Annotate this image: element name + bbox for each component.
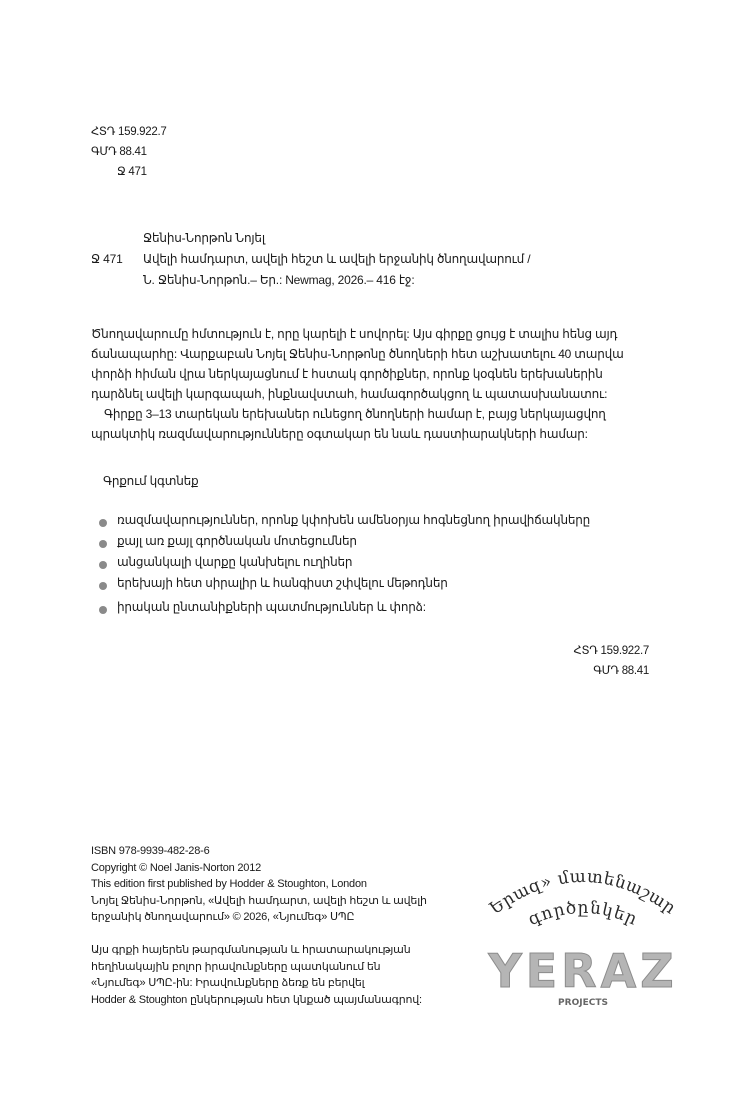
bullet-icon	[99, 606, 107, 614]
list-item: իրական ընտանիքների պատմություններ և փորձ:	[117, 600, 426, 614]
description-paragraph	[91, 324, 624, 444]
catalog-code: Ջ 471	[91, 252, 123, 266]
bullet-icon	[99, 561, 107, 569]
catalog-publication: Ն. Ջենիս-Նորթոն.– Եր.: Newmag, 2026.– 416 էջ:	[143, 273, 415, 287]
yeraz-logo	[478, 862, 688, 1012]
catalog-title: Ավելի համդարտ, ավելի հեշտ և ավելի երջանիկ ծնողավարում /	[143, 252, 531, 266]
bullet-icon	[99, 540, 107, 548]
description-line: ճանապարհը: Վարքաբան Նոյել Ջենիս-Նորթոնը ծնողների հետ աշխատելու 40 տարվա	[91, 347, 624, 361]
bullet-icon	[99, 519, 107, 527]
rights-block	[91, 942, 422, 1008]
rights-line: Hodder & Stoughton ընկերության հետ կնքած պայմանագրով:	[91, 993, 422, 1006]
rights-line: Այս գրքի հայերեն թարգմանության և հրատարակության	[91, 944, 411, 956]
author-code: Ջ 471	[117, 166, 147, 178]
copyright-line: Copyright © Noel Janis-Norton 2012	[91, 861, 262, 874]
description-line: Ծնողավարումը հմտություն է, որը կարելի է սովորել: Այս գիրքը ցույց է տալիս հենց այդ	[91, 327, 618, 341]
description-line: Գիրքը 3–13 տարեկան երեխաներ ունեցող ծնողների համար է, բայց ներկայացվող	[104, 407, 606, 421]
list-item: անցանկալի վարքը կանխելու ուղիներ	[117, 555, 353, 569]
list-item: ռազմավարություններ, որոնք կփոխեն ամենօրյա հոգնեցնող իրավիճակները	[117, 513, 591, 527]
isbn: ISBN 978-9939-482-28-6	[91, 845, 210, 857]
yeraz-logo-graphic	[478, 862, 688, 1012]
hsd-code-bottom: ՀՏԴ 159.922.7	[573, 645, 649, 657]
rights-line: «Նյումեգ» ՍՊԸ-ին: Իրավունքները ձեռք են բերվել	[91, 977, 365, 989]
description-line: դարձնել ավելի կարգապահ, ինքնավստահ, համագործակցող և պատասխանատու:	[91, 387, 608, 401]
gmd-code: ԳՄԴ 88.41	[91, 146, 147, 158]
credits-block	[91, 843, 427, 926]
edition-line: This edition first published by Hodder & Stoughton, London	[91, 878, 367, 890]
list-item: երեխայի հետ սիրալիր և հանգիստ շփվելու մեթոդներ	[117, 576, 448, 590]
description-line: պրակտիկ ռազմավարությունները օգտակար են նաև դաստիարակների համար:	[91, 427, 588, 441]
logo-arc-line1: Երազ» մատենաշար	[486, 866, 680, 919]
gmd-code-bottom: ԳՄԴ 88.41	[593, 665, 649, 677]
logo-wordmark: YERAZ	[488, 944, 678, 998]
hsd-code: ՀՏԴ 159.922.7	[91, 126, 167, 138]
logo-arc-line2: գործընկեր	[525, 897, 641, 930]
armenian-copyright-line: երջանիկ ծնողավարում» © 2026, «Նյումեգ» ՍՊԸ	[91, 911, 355, 923]
rights-line: հեղինակային բոլոր իրավունքները պատկանում են	[91, 960, 381, 973]
svg-text:գործընկեր	[525, 898, 640, 930]
contents-heading: Գրքում կգտնեք	[103, 474, 199, 488]
armenian-title-line: Նոյել Ջենիս-Նորթոն, «Ավելի համդարտ, ավելի հեշտ և ավելի	[91, 894, 427, 907]
list-item: քայլ առ քայլ գործնական մոտեցումներ	[117, 534, 357, 548]
description-line: փորձի հիման վրա ներկայացնում է հստակ գործիքներ, որոնք կօգնեն երեխաներին	[91, 367, 603, 381]
bullet-icon	[99, 582, 107, 590]
logo-tagline: PROJECTS	[558, 998, 608, 1008]
catalog-author: Ջենիս-Նորթոն Նոյել	[143, 231, 265, 245]
